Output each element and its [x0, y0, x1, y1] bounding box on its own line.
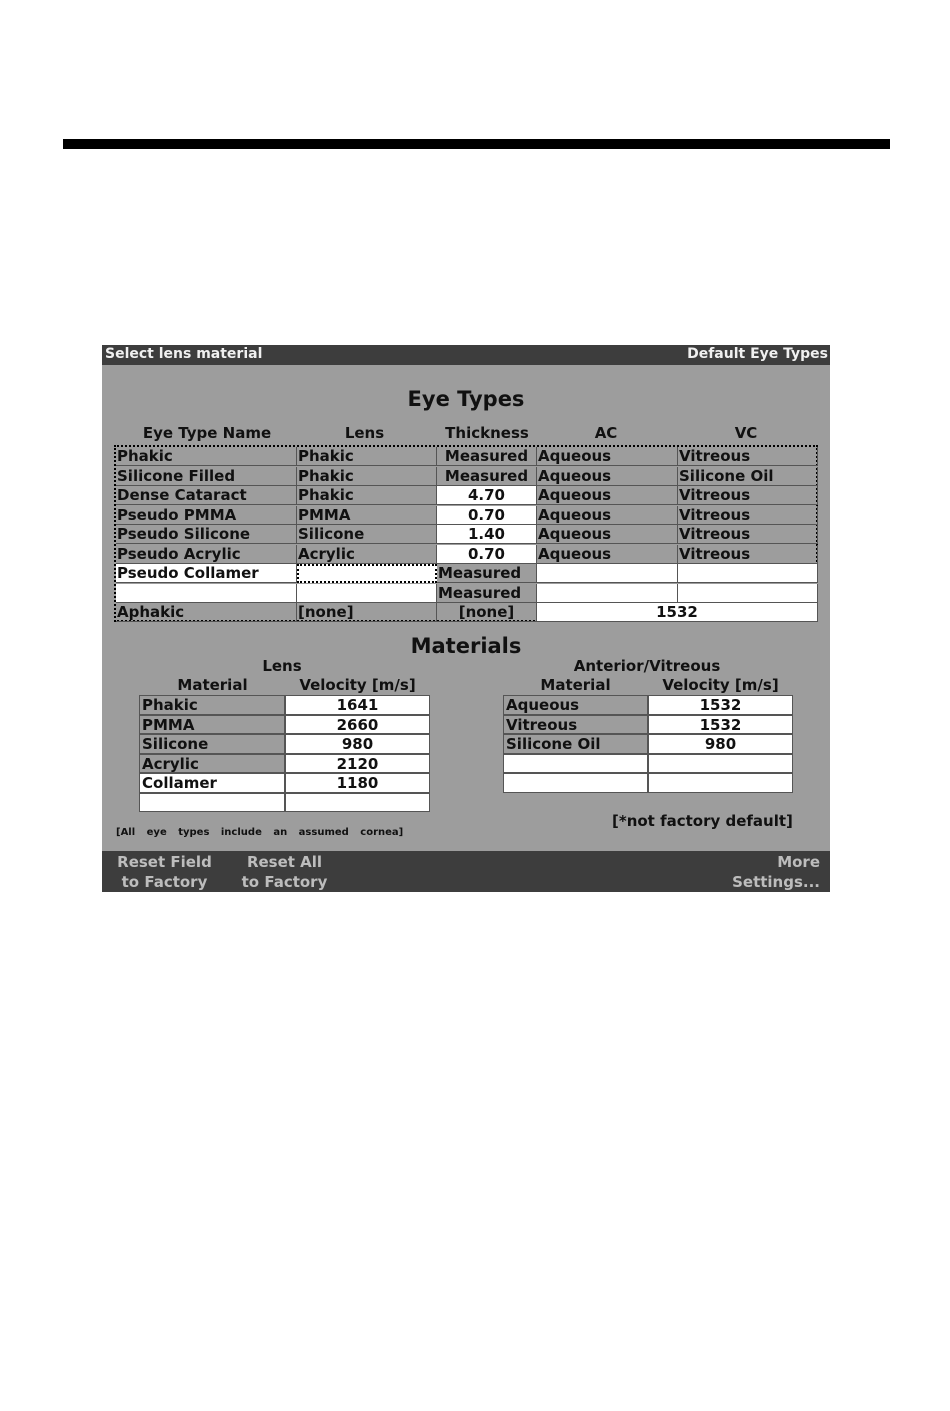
eye-type-vc[interactable]: Vitreous	[678, 545, 818, 564]
eye-type-name[interactable]: Pseudo PMMA	[116, 506, 297, 525]
lens-material[interactable]: Phakic	[139, 695, 285, 715]
av-velocity[interactable]: 1532	[648, 695, 793, 715]
av-material[interactable]: Silicone Oil	[503, 734, 648, 754]
reset-all-button[interactable]	[232, 852, 337, 892]
eye-type-thickness[interactable]: 0.70	[437, 506, 537, 525]
av-material[interactable]	[503, 773, 648, 793]
eye-type-thickness[interactable]: Measured	[437, 447, 537, 466]
factory-default-note: [*not factory default]	[612, 812, 793, 830]
eye-type-thickness[interactable]: Measured	[437, 564, 537, 583]
eye-type-vc[interactable]: Vitreous	[678, 506, 818, 525]
col-ac: AC	[594, 424, 618, 442]
eye-type-ac[interactable]: Aqueous	[537, 545, 678, 564]
more-settings-line1: More	[777, 853, 820, 871]
reset-field-line1: Reset Field	[117, 853, 212, 871]
eye-type-thickness[interactable]: 4.70	[437, 486, 537, 505]
eye-type-lens[interactable]	[297, 584, 437, 603]
eye-type-lens[interactable]: Phakic	[297, 447, 437, 466]
lens-material[interactable]	[139, 793, 285, 813]
eye-type-name[interactable]: Pseudo Silicone	[116, 525, 297, 544]
eye-type-thickness[interactable]: 1.40	[437, 525, 537, 544]
eye-type-lens[interactable]: Phakic	[297, 467, 437, 486]
lens-material[interactable]: PMMA	[139, 715, 285, 735]
lens-velocity[interactable]	[285, 793, 430, 813]
lens-velocity[interactable]: 1641	[285, 695, 430, 715]
col-vc: VC	[734, 424, 758, 442]
eye-type-ac[interactable]	[537, 584, 678, 603]
screen-prompt: Select lens material	[105, 346, 263, 362]
eye-type-name[interactable]: Pseudo Acrylic	[116, 545, 297, 564]
eye-type-vc[interactable]	[678, 564, 818, 583]
col-eye-type-name: Eye Type Name	[142, 424, 272, 442]
eye-type-vc[interactable]: Vitreous	[678, 525, 818, 544]
lens-materials-table	[139, 695, 430, 813]
eye-type-vc[interactable]: Vitreous	[678, 486, 818, 505]
title-bar	[102, 345, 830, 365]
eye-types-heading: Eye Types	[407, 387, 525, 411]
lens-material[interactable]: Acrylic	[139, 754, 285, 774]
eye-type-ac[interactable]: Aqueous	[537, 447, 678, 466]
lens-group-label: Lens	[262, 657, 302, 675]
screen-title: Default Eye Types	[687, 346, 828, 362]
lens-velocity[interactable]: 980	[285, 734, 430, 754]
lens-material[interactable]: Silicone	[139, 734, 285, 754]
av-col-material: Material	[540, 676, 611, 694]
av-col-velocity: Velocity [m/s]	[662, 676, 779, 694]
eye-type-lens[interactable]: Phakic	[297, 486, 437, 505]
eye-type-thickness[interactable]: Measured	[437, 584, 537, 603]
eye-type-ac[interactable]: Aqueous	[537, 486, 678, 505]
eye-type-vc[interactable]: Silicone Oil	[678, 467, 818, 486]
lens-col-velocity: Velocity [m/s]	[299, 676, 416, 694]
av-velocity[interactable]: 980	[648, 734, 793, 754]
eye-type-ac[interactable]: Aqueous	[537, 467, 678, 486]
av-group-label: Anterior/Vitreous	[573, 657, 721, 675]
av-materials-table	[503, 695, 793, 793]
eye-type-ac[interactable]: Aqueous	[537, 525, 678, 544]
eye-type-name[interactable]: Aphakic	[116, 603, 297, 622]
reset-field-button[interactable]	[112, 852, 217, 892]
more-settings-line2: Settings...	[732, 873, 820, 891]
av-velocity[interactable]: 1532	[648, 715, 793, 735]
lens-material[interactable]: Collamer	[139, 773, 285, 793]
eye-type-thickness[interactable]: Measured	[437, 467, 537, 486]
eye-type-thickness[interactable]: [none]	[437, 603, 537, 622]
eye-type-name[interactable]: Silicone Filled	[116, 467, 297, 486]
cornea-note: [All eye types include an assumed cornea]	[116, 827, 404, 838]
softkey-bar	[102, 851, 830, 892]
eye-type-name[interactable]: Dense Cataract	[116, 486, 297, 505]
eye-type-ac[interactable]: Aqueous	[537, 506, 678, 525]
reset-all-line1: Reset All	[246, 853, 323, 871]
av-material[interactable]	[503, 754, 648, 774]
eye-type-vc[interactable]	[678, 584, 818, 603]
eye-type-lens[interactable]: PMMA	[297, 506, 437, 525]
more-settings-button[interactable]	[714, 852, 820, 892]
page-rule	[63, 139, 890, 149]
av-material[interactable]: Vitreous	[503, 715, 648, 735]
reset-field-line2: to Factory	[121, 873, 208, 891]
eye-type-ac[interactable]	[537, 564, 678, 583]
av-velocity[interactable]	[648, 754, 793, 774]
av-velocity[interactable]	[648, 773, 793, 793]
eye-type-velocity[interactable]: 1532	[537, 603, 818, 622]
eye-type-lens[interactable]: Silicone	[297, 525, 437, 544]
eye-types-table	[114, 445, 818, 622]
av-material[interactable]: Aqueous	[503, 695, 648, 715]
lens-velocity[interactable]: 1180	[285, 773, 430, 793]
eye-type-lens[interactable]: Acrylic	[297, 545, 437, 564]
reset-all-line2: to Factory	[241, 873, 328, 891]
eye-type-thickness[interactable]: 0.70	[437, 545, 537, 564]
eye-type-lens[interactable]: [none]	[297, 603, 437, 622]
eye-type-lens-selected[interactable]	[297, 564, 437, 583]
device-screen	[102, 345, 830, 892]
eye-type-name[interactable]: Pseudo Collamer	[116, 564, 297, 583]
eye-type-name[interactable]: Phakic	[116, 447, 297, 466]
col-lens: Lens	[344, 424, 385, 442]
lens-col-material: Material	[177, 676, 248, 694]
eye-type-name[interactable]	[116, 584, 297, 603]
lens-velocity[interactable]: 2660	[285, 715, 430, 735]
lens-velocity[interactable]: 2120	[285, 754, 430, 774]
col-thickness: Thickness	[445, 424, 529, 442]
eye-type-vc[interactable]: Vitreous	[678, 447, 818, 466]
materials-heading: Materials	[410, 634, 522, 658]
